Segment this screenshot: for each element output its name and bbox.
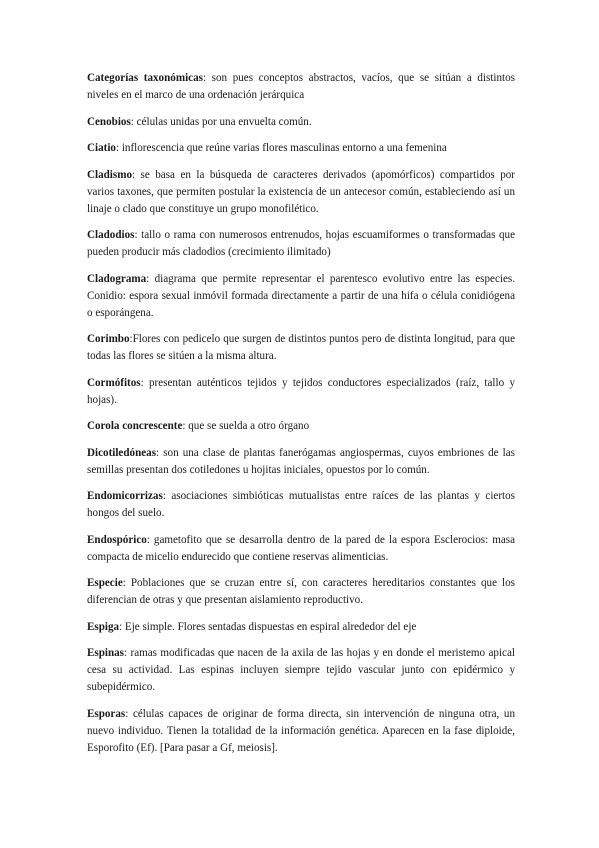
glossary-entry: [87, 619, 515, 636]
glossary-term: Cormófitos: [87, 376, 141, 389]
glossary-term: Cenobios: [87, 115, 131, 128]
glossary-term: Cladismo: [87, 168, 132, 181]
glossary-definition: : células capaces de originar de forma directa, sin intervención de ninguna otra, un nuevo individuo. Tienen la totalidad de la información genética. Aparecen en la fase diploide, Esporofito (Ef). [Para pasar a Gf, meiosis].: [87, 707, 515, 754]
glossary-term: Corimbo: [87, 333, 130, 345]
glossary-entry: [87, 331, 515, 365]
glossary-entry: [87, 140, 515, 157]
glossary-definition: : tallo o rama con numerosos entrenudos, hojas escuamiformes o transformadas que pueden producir más cladodios (crecimiento ilimitado): [87, 229, 515, 258]
glossary-entry: [87, 532, 515, 566]
glossary-entry: [87, 445, 515, 479]
glossary-definition: :Flores con pedicelo que surgen de distintos puntos pero de distinta longitud, para que todas las flores se sitúen a la misma altura.: [87, 333, 515, 362]
glossary-term: Corola concrescente: [87, 420, 183, 432]
glossary-term: Categorías taxonómicas: [87, 72, 203, 84]
glossary-definition: : que se suelda a otro órgano: [182, 420, 310, 432]
glossary-definition: : se basa en la búsqueda de caracteres derivados (apomórficos) compartidos por varios taxones, que permiten postular la existencia de un antecesor común, estableciendo así un linaje o clado que constituye un grupo monofilético.: [87, 168, 515, 215]
glossary-term: Esporas: [87, 707, 126, 720]
glossary: [87, 70, 515, 766]
glossary-term: Espinas: [87, 647, 125, 659]
glossary-definition: : presentan auténticos tejidos y tejidos conductores especializados (raíz, tallo y hojas).: [87, 376, 515, 406]
glossary-entry: [87, 645, 515, 696]
glossary-term: Cladodios: [87, 229, 135, 241]
glossary-entry: [87, 488, 515, 522]
glossary-definition: : son una clase de plantas fanerógamas angiospermas, cuyos embriones de las semillas presentan dos cotiledones u hojitas iniciales, opuestos por lo común.: [87, 446, 515, 476]
glossary-entry: [87, 227, 515, 261]
glossary-definition: : Poblaciones que se cruzan entre sí, con caracteres hereditarios constantes que los diferencian de otras y que presentan aislamiento reproductivo.: [87, 577, 515, 606]
glossary-entry: [87, 271, 515, 322]
glossary-term: Cladograma: [87, 272, 147, 285]
glossary-entry: [87, 575, 515, 609]
glossary-term: Especie: [87, 577, 123, 589]
glossary-entry: [87, 706, 515, 757]
glossary-entry: [87, 167, 515, 218]
glossary-definition: : gametofito que se desarrolla dentro de la pared de la espora Esclerocios: masa compacta de micelio endurecido que contiene reservas alimenticias.: [87, 533, 515, 563]
glossary-entry: [87, 375, 515, 409]
glossary-definition: : diagrama que permite representar el parentesco evolutivo entre las especies. Conidio: espora sexual inmóvil formada directamente a partir de una hifa o célula conidiógena o esporángena.: [87, 272, 515, 319]
glossary-definition: : células unidas por una envuelta común.: [130, 115, 312, 128]
glossary-definition: : ramas modificadas que nacen de la axila de las hojas y en donde el meristemo apical cesa su actividad. Las espinas incluyen siempre tejido vascular junto con epidérmico y subepidérmico.: [87, 647, 515, 693]
glossary-term: Ciatio: [87, 142, 116, 154]
glossary-term: Espiga: [87, 620, 120, 633]
glossary-entry: [87, 418, 515, 435]
glossary-term: Endomicorrizas: [87, 490, 163, 502]
glossary-definition: : Eje simple. Flores sentadas dispuestas en espiral alrededor del eje: [119, 620, 417, 633]
glossary-entry: [87, 114, 515, 131]
glossary-term: Endospórico: [87, 533, 147, 546]
glossary-definition: : son pues conceptos abstractos, vacíos, que se sitúan a distintos niveles en el marco de una ordenación jerárquica: [87, 72, 515, 101]
glossary-entry: [87, 70, 515, 104]
glossary-term: Dicotiledóneas: [87, 446, 157, 459]
glossary-definition: : asociaciones simbióticas mutualistas entre raíces de las plantas y ciertos hongos del suelo.: [87, 490, 515, 519]
glossary-definition: : inflorescencia que reúne varias flores masculinas entorno a una femenina: [115, 142, 447, 154]
